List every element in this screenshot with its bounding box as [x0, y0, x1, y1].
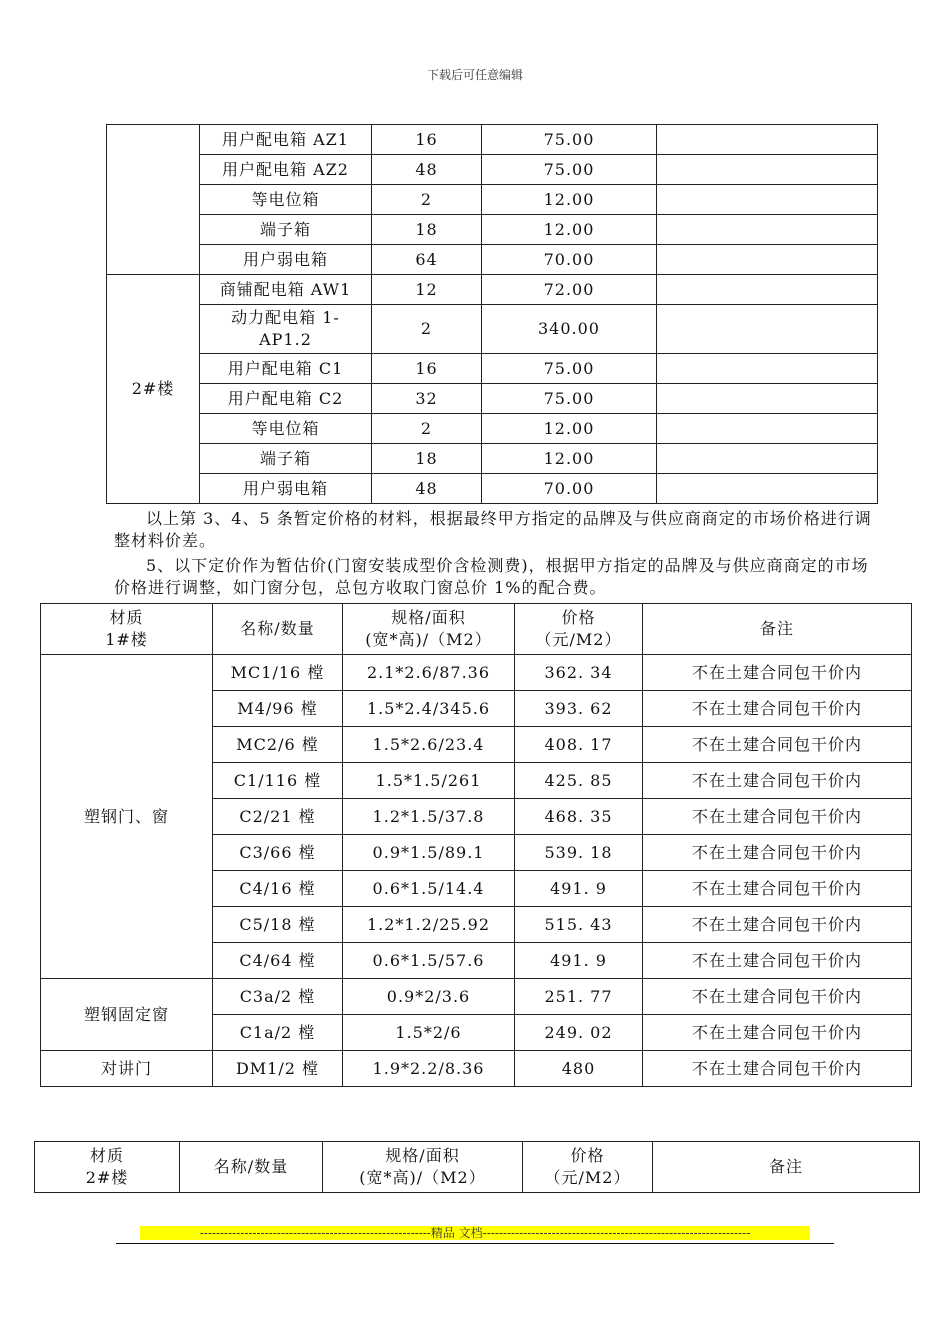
item-price-cell: 393. 62: [515, 691, 643, 727]
item-name-cell: C3a/2 樘: [213, 979, 343, 1015]
item-name-cell: C2/21 樘: [213, 799, 343, 835]
item-price-cell: 408. 17: [515, 727, 643, 763]
item-note-cell: 不在土建合同包干价内: [643, 979, 912, 1015]
header-material: 材质 2#楼: [35, 1142, 180, 1193]
note-paragraph-2: 5、以下定价作为暂估价(门窗安装成型价含检测费)，根据甲方指定的品牌及与供应商商定的市场价格进行调整，如门窗分包，总包方收取门窗总价 1%的配合费。: [114, 556, 869, 597]
item-note-cell: [657, 305, 878, 354]
item-name-cell: MC2/6 樘: [213, 727, 343, 763]
item-price-cell: 70.00: [482, 245, 657, 275]
item-name-cell: 用户配电箱 AZ1: [200, 125, 372, 155]
item-spec-cell: 1.5*2/6: [343, 1015, 515, 1051]
item-note-cell: 不在土建合同包干价内: [643, 727, 912, 763]
item-price-cell: 12.00: [482, 414, 657, 444]
table-header-row: [41, 604, 912, 655]
table-row: [107, 384, 878, 414]
item-qty-cell: 18: [372, 444, 482, 474]
item-note-cell: 不在土建合同包干价内: [643, 907, 912, 943]
item-price-cell: 75.00: [482, 125, 657, 155]
page-footer: ---------------------------------------------------------精品 文档------------------------------------------------------------------: [140, 1226, 810, 1240]
item-note-cell: [657, 275, 878, 305]
table-row: [107, 275, 878, 305]
item-qty-cell: 2: [372, 414, 482, 444]
item-note-cell: 不在土建合同包干价内: [643, 835, 912, 871]
item-price-cell: 425. 85: [515, 763, 643, 799]
item-price-cell: 362. 34: [515, 655, 643, 691]
item-note-cell: 不在土建合同包干价内: [643, 799, 912, 835]
item-qty-cell: 2: [372, 185, 482, 215]
item-note-cell: 不在土建合同包干价内: [643, 871, 912, 907]
item-price-cell: 12.00: [482, 215, 657, 245]
table-row: [41, 655, 912, 691]
footer-divider: [116, 1243, 834, 1244]
table-header-row: [35, 1142, 920, 1193]
table-row: [107, 185, 878, 215]
item-price-cell: 70.00: [482, 474, 657, 504]
item-spec-cell: 1.5*2.6/23.4: [343, 727, 515, 763]
item-price-cell: 468. 35: [515, 799, 643, 835]
item-spec-cell: 1.5*1.5/261: [343, 763, 515, 799]
item-note-cell: [657, 155, 878, 185]
item-name-cell: C5/18 樘: [213, 907, 343, 943]
table-row: [107, 354, 878, 384]
item-price-cell: 75.00: [482, 354, 657, 384]
window-door-table-building-1: [40, 603, 912, 1087]
group-label-cell: [107, 125, 200, 275]
item-price-cell: 340.00: [482, 305, 657, 354]
item-name-cell: C4/16 樘: [213, 871, 343, 907]
item-note-cell: 不在土建合同包干价内: [643, 691, 912, 727]
item-name-cell: 用户弱电箱: [200, 474, 372, 504]
item-spec-cell: 1.9*2.2/8.36: [343, 1051, 515, 1087]
item-spec-cell: 0.6*1.5/57.6: [343, 943, 515, 979]
item-note-cell: [657, 354, 878, 384]
item-qty-cell: 12: [372, 275, 482, 305]
header-price: 价格 （元/M2）: [523, 1142, 653, 1193]
item-name-cell: M4/96 樘: [213, 691, 343, 727]
item-name-cell: 端子箱: [200, 444, 372, 474]
material-cell: 塑钢固定窗: [41, 979, 213, 1051]
table-row: [107, 474, 878, 504]
item-price-cell: 75.00: [482, 384, 657, 414]
item-note-cell: [657, 444, 878, 474]
item-spec-cell: 1.5*2.4/345.6: [343, 691, 515, 727]
item-note-cell: [657, 215, 878, 245]
item-name-cell: C1a/2 樘: [213, 1015, 343, 1051]
header-spec: 规格/面积 (宽*高)/（M2）: [323, 1142, 523, 1193]
item-price-cell: 515. 43: [515, 907, 643, 943]
table-row: [107, 245, 878, 275]
item-name-cell: 动力配电箱 1-AP1.2: [200, 305, 372, 354]
item-price-cell: 480: [515, 1051, 643, 1087]
table-row: [107, 125, 878, 155]
item-note-cell: 不在土建合同包干价内: [643, 655, 912, 691]
item-note-cell: [657, 125, 878, 155]
item-price-cell: 75.00: [482, 155, 657, 185]
item-name-cell: 用户配电箱 C1: [200, 354, 372, 384]
header-price: 价格 （元/M2）: [515, 604, 643, 655]
item-name-cell: MC1/16 樘: [213, 655, 343, 691]
item-name-cell: 端子箱: [200, 215, 372, 245]
header-name: 名称/数量: [180, 1142, 323, 1193]
item-spec-cell: 0.6*1.5/14.4: [343, 871, 515, 907]
material-cell: 对讲门: [41, 1051, 213, 1087]
header-material: 材质 1#楼: [41, 604, 213, 655]
item-spec-cell: 1.2*1.2/25.92: [343, 907, 515, 943]
header-note: 备注: [653, 1142, 920, 1193]
item-note-cell: [657, 474, 878, 504]
item-name-cell: 用户配电箱 AZ2: [200, 155, 372, 185]
item-name-cell: 等电位箱: [200, 414, 372, 444]
item-name-cell: C4/64 樘: [213, 943, 343, 979]
table-row: [107, 444, 878, 474]
item-qty-cell: 48: [372, 155, 482, 185]
item-price-cell: 491. 9: [515, 943, 643, 979]
window-door-table-building-2: [34, 1141, 920, 1193]
item-price-cell: 251. 77: [515, 979, 643, 1015]
table-row: [41, 1051, 912, 1087]
item-qty-cell: 2: [372, 305, 482, 354]
item-note-cell: 不在土建合同包干价内: [643, 763, 912, 799]
item-note-cell: 不在土建合同包干价内: [643, 943, 912, 979]
item-note-cell: 不在土建合同包干价内: [643, 1015, 912, 1051]
item-name-cell: 等电位箱: [200, 185, 372, 215]
item-qty-cell: 32: [372, 384, 482, 414]
table-row: [107, 414, 878, 444]
material-cell: 塑钢门、窗: [41, 655, 213, 979]
item-spec-cell: 2.1*2.6/87.36: [343, 655, 515, 691]
table-row: [107, 305, 878, 354]
item-price-cell: 539. 18: [515, 835, 643, 871]
item-name-cell: 用户弱电箱: [200, 245, 372, 275]
item-spec-cell: 0.9*2/3.6: [343, 979, 515, 1015]
table-row: [41, 979, 912, 1015]
item-note-cell: [657, 185, 878, 215]
item-qty-cell: 64: [372, 245, 482, 275]
header-note: 备注: [643, 604, 912, 655]
item-spec-cell: 0.9*1.5/89.1: [343, 835, 515, 871]
item-note-cell: 不在土建合同包干价内: [643, 1051, 912, 1087]
item-name-cell: 用户配电箱 C2: [200, 384, 372, 414]
item-price-cell: 12.00: [482, 444, 657, 474]
item-spec-cell: 1.2*1.5/37.8: [343, 799, 515, 835]
note-paragraph-1: 以上第 3、4、5 条暂定价格的材料，根据最终甲方指定的品牌及与供应商商定的市场价格进行调整材料价差。: [114, 509, 872, 550]
item-name-cell: C1/116 樘: [213, 763, 343, 799]
item-qty-cell: 16: [372, 354, 482, 384]
item-note-cell: [657, 414, 878, 444]
item-price-cell: 72.00: [482, 275, 657, 305]
item-price-cell: 12.00: [482, 185, 657, 215]
item-name-cell: DM1/2 樘: [213, 1051, 343, 1087]
item-note-cell: [657, 384, 878, 414]
item-qty-cell: 16: [372, 125, 482, 155]
header-name: 名称/数量: [213, 604, 343, 655]
item-qty-cell: 48: [372, 474, 482, 504]
item-note-cell: [657, 245, 878, 275]
header-spec: 规格/面积 (宽*高)/（M2）: [343, 604, 515, 655]
item-name-cell: 商铺配电箱 AW1: [200, 275, 372, 305]
table-row: [107, 155, 878, 185]
group-label-cell: 2#楼: [107, 275, 200, 504]
item-qty-cell: 18: [372, 215, 482, 245]
table-row: [107, 215, 878, 245]
distribution-box-table: [106, 124, 878, 504]
item-name-cell: C3/66 樘: [213, 835, 343, 871]
item-price-cell: 249. 02: [515, 1015, 643, 1051]
item-price-cell: 491. 9: [515, 871, 643, 907]
page-header: 下载后可任意编辑: [426, 68, 523, 82]
